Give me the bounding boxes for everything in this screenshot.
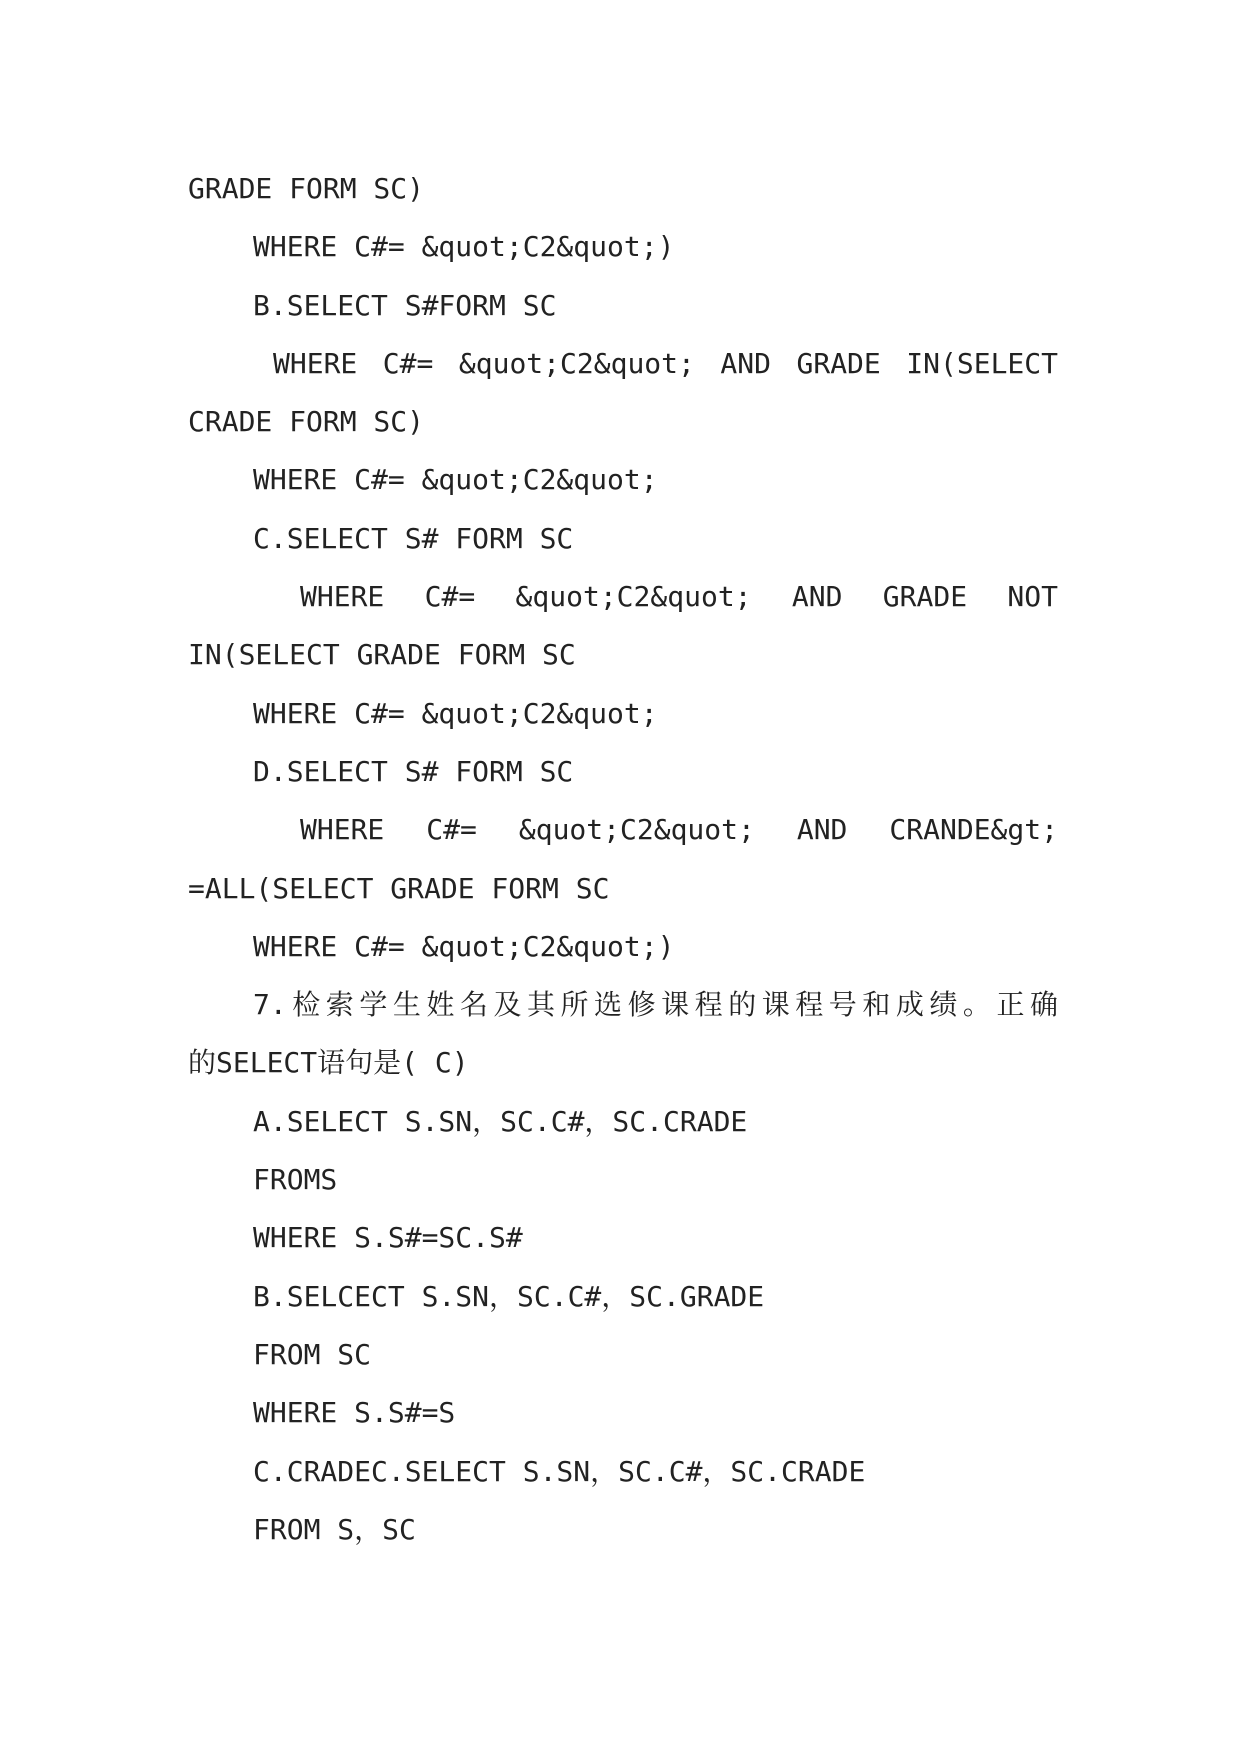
text-line: WHERE S.S#=SC.S# xyxy=(253,1221,523,1255)
text-line: WHERE C#= &quot;C2&quot;) xyxy=(253,929,675,963)
text-line: B.SELCECT S.SN，SC.C#，SC.GRADE xyxy=(253,1279,765,1313)
text-line: WHERE C#= &quot;C2&quot; AND CRANDE&gt; xyxy=(300,813,1058,847)
text-line: C.CRADEC.SELECT S.SN，SC.C#，SC.CRADE xyxy=(253,1454,866,1488)
document-page xyxy=(188,160,1058,1559)
text-line: C.SELECT S# FORM SC xyxy=(253,521,574,555)
text-line: FROMS xyxy=(253,1163,338,1197)
text-line: WHERE C#= &quot;C2&quot; AND GRADE NOT xyxy=(300,580,1058,614)
text-line: WHERE C#= &quot;C2&quot; AND GRADE IN(SELECT xyxy=(273,346,1058,380)
text-line: B.SELECT S#FORM SC xyxy=(253,288,557,322)
text-line: GRADE FORM SC) xyxy=(188,172,425,205)
text-line: D.SELECT S# FORM SC xyxy=(253,754,574,788)
document-body xyxy=(188,160,1058,1559)
text-line: WHERE C#= &quot;C2&quot; xyxy=(253,463,658,497)
text-line: WHERE C#= &quot;C2&quot; xyxy=(253,696,658,730)
text-line: CRADE FORM SC) xyxy=(188,405,425,439)
text-line: FROM SC xyxy=(253,1337,372,1371)
text-line: 7.检索学生姓名及其所选修课程的课程号和成绩。正确 xyxy=(253,988,1058,1022)
text-line: FROM S，SC xyxy=(253,1512,416,1546)
text-line: IN(SELECT GRADE FORM SC xyxy=(188,638,576,672)
text-line: WHERE S.S#=S xyxy=(253,1396,456,1430)
text-line: 的SELECT语句是( C) xyxy=(188,1046,469,1080)
text-line: A.SELECT S.SN，SC.C#，SC.CRADE xyxy=(253,1104,748,1138)
text-line: WHERE C#= &quot;C2&quot;) xyxy=(253,230,675,264)
text-line: =ALL(SELECT GRADE FORM SC xyxy=(188,871,610,905)
